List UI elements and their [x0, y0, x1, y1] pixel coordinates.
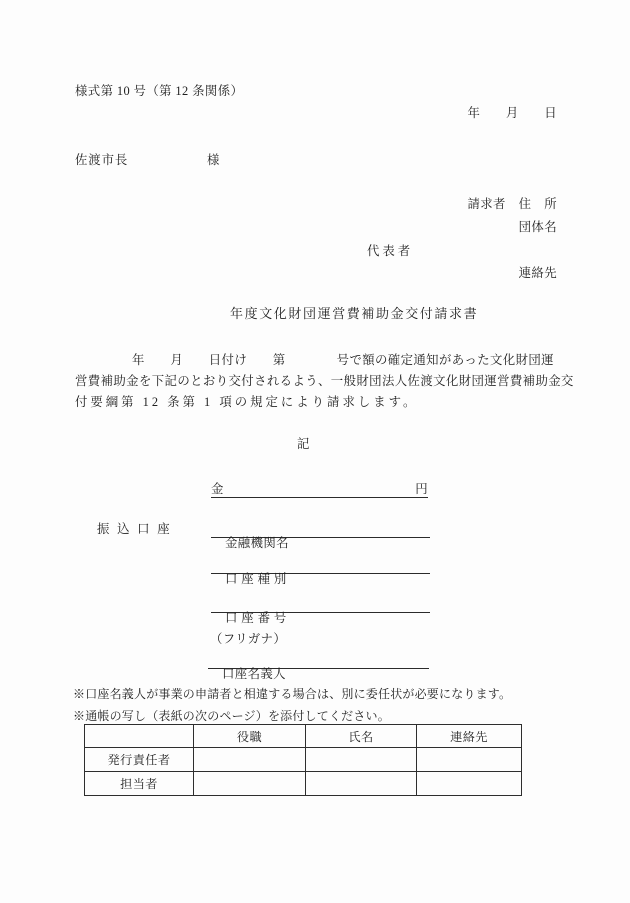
table-cell [194, 748, 306, 772]
header-cell-role: 役職 [194, 725, 306, 748]
table-header-row [85, 725, 522, 748]
record-marker: 記 [297, 437, 310, 451]
header-cell-name: 氏名 [306, 725, 417, 748]
row-label-issuer: 発行責任者 [85, 748, 194, 772]
institution-field [211, 522, 430, 550]
row-label-staff: 担当者 [85, 772, 194, 796]
account-type-label: 口 座 種 別 [225, 572, 287, 586]
body-line-2: 営費補助金を下記のとおり交付されるよう、一般財団法人佐渡文化財団運営費補助金交 [75, 374, 574, 388]
header-cell-blank [85, 725, 194, 748]
table-cell [306, 748, 417, 772]
form-number: 様式第 10 号（第 12 条関係） [75, 84, 244, 98]
amount-field [211, 482, 428, 498]
addressee-honorific: 様 [207, 153, 220, 167]
body-line-3: 付要綱第 12 条第 1 項の規定により請求します。 [75, 395, 419, 409]
bank-account-label: 振 込 口 座 [97, 522, 172, 536]
note-1: ※口座名義人が事業の申請者と相違する場合は、別に委任状が必要になります。 [73, 687, 512, 701]
note-2: ※通帳の写し（表紙の次のページ）を添付してください。 [73, 709, 390, 723]
table-row [85, 748, 522, 772]
document-title: 年度文化財団運営費補助金交付請求書 [230, 306, 479, 321]
account-type-field [211, 558, 430, 586]
furigana-label: （フリガナ） [210, 632, 287, 646]
requester-contact-label: 連絡先 [518, 266, 557, 280]
date-line: 年 月 日 [467, 106, 557, 120]
requester-org-label: 団体名 [518, 220, 557, 234]
table-cell [417, 772, 522, 796]
account-number-label: 口 座 番 号 [225, 611, 287, 625]
requester-representative-label: 代表者 [367, 244, 414, 258]
amount-suffix: 円 [415, 482, 428, 496]
table-row [85, 772, 522, 796]
account-holder-label: 口座名義人 [222, 667, 286, 681]
table-cell [194, 772, 306, 796]
contact-table [84, 724, 522, 796]
table-cell [417, 748, 522, 772]
requester-address-line: 請求者 住 所 [467, 197, 557, 211]
amount-prefix: 金 [211, 482, 224, 496]
account-number-field [211, 597, 430, 625]
table-cell [306, 772, 417, 796]
header-cell-contact: 連絡先 [417, 725, 522, 748]
body-line-1: 年 月 日付け 第 号で額の確定通知があった文化財団運 [132, 353, 554, 367]
institution-label: 金融機関名 [225, 536, 289, 550]
addressee: 佐渡市長 [75, 153, 129, 167]
account-holder-field [208, 653, 429, 681]
